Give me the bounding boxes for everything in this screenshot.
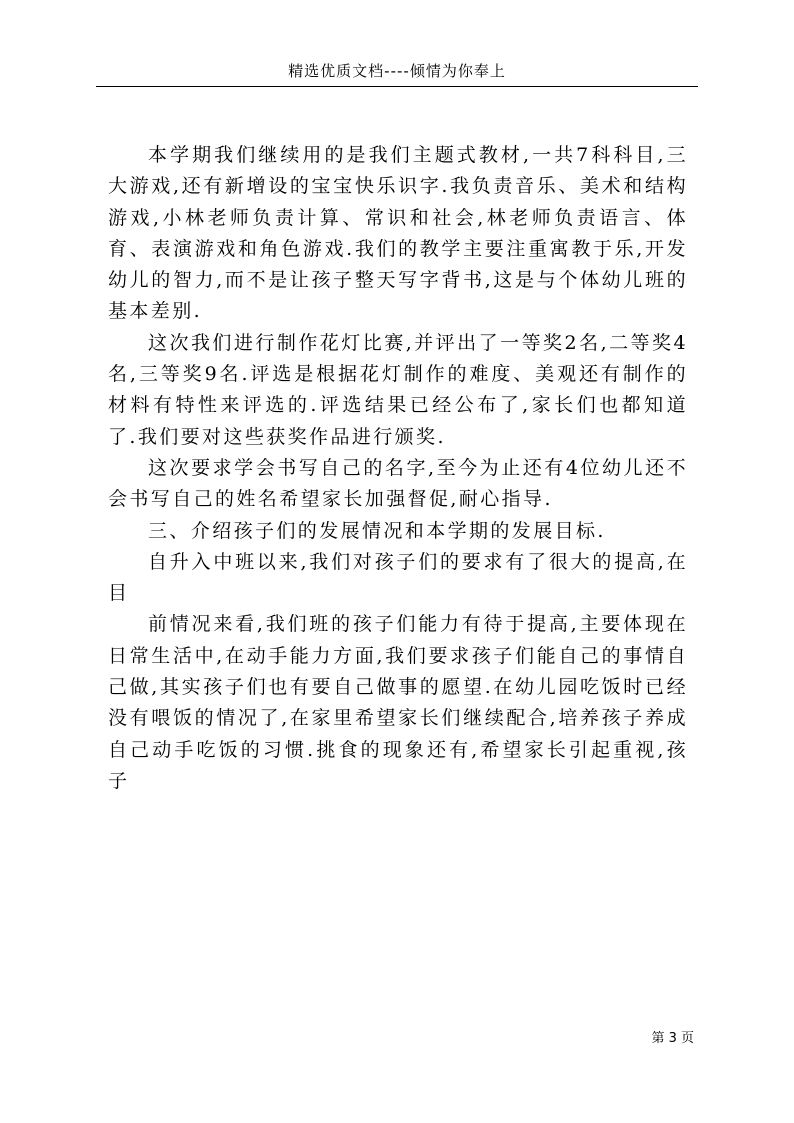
paragraph-current-situation: 前情况来看,我们班的孩子们能力有待于提高,主要体现在日常生活中,在动手能力方面,我们要求孩子们能自己的事情自己做,其实孩子们也有要自己做事的愿望.在幼儿园吃饭时已经没有喂饭的情况了,在家里希望家长们继续配合,培养孩子养成自己动手吃饭的习惯.挑食的现象还有,希望家长引起重视,孩子 <box>108 613 688 792</box>
paragraph-lantern-contest: 这次我们进行制作花灯比赛,并评出了一等奖2名,二等奖4名,三等奖9名.评选是根据花灯制作的难度、美观还有制作的材料有特性来评选的.评选结果已经公布了,家长们也都知道了.我们要对这些获奖作品进行颁奖. <box>108 331 688 448</box>
paragraph-name-writing: 这次要求学会书写自己的名字,至今为止还有4位幼儿还不会书写自己的姓名希望家长加强督促,耐心指导. <box>108 456 688 511</box>
page-header: 精选优质文档----倾情为你奉上 <box>288 62 506 80</box>
section-heading-development: 三、介绍孩子们的发展情况和本学期的发展目标. <box>148 519 606 542</box>
page-number: 第 3 页 <box>651 1031 694 1046</box>
paragraph-curriculum: 本学期我们继续用的是我们主题式教材,一共7科科目,三大游戏,还有新增设的宝宝快乐识字.我负责音乐、美术和结构游戏,小林老师负责计算、常识和社会,林老师负责语言、体育、表演游戏和角色游戏.我们的教学主要注重寓教于乐,开发幼儿的智力,而不是让孩子整天写字背书,这是与个体幼儿班的基本差别. <box>108 144 688 323</box>
header-divider <box>96 86 698 87</box>
paragraph-development-intro: 自升入中班以来,我们对孩子们的要求有了很大的提高,在目 <box>108 550 688 605</box>
document-body <box>108 140 688 797</box>
